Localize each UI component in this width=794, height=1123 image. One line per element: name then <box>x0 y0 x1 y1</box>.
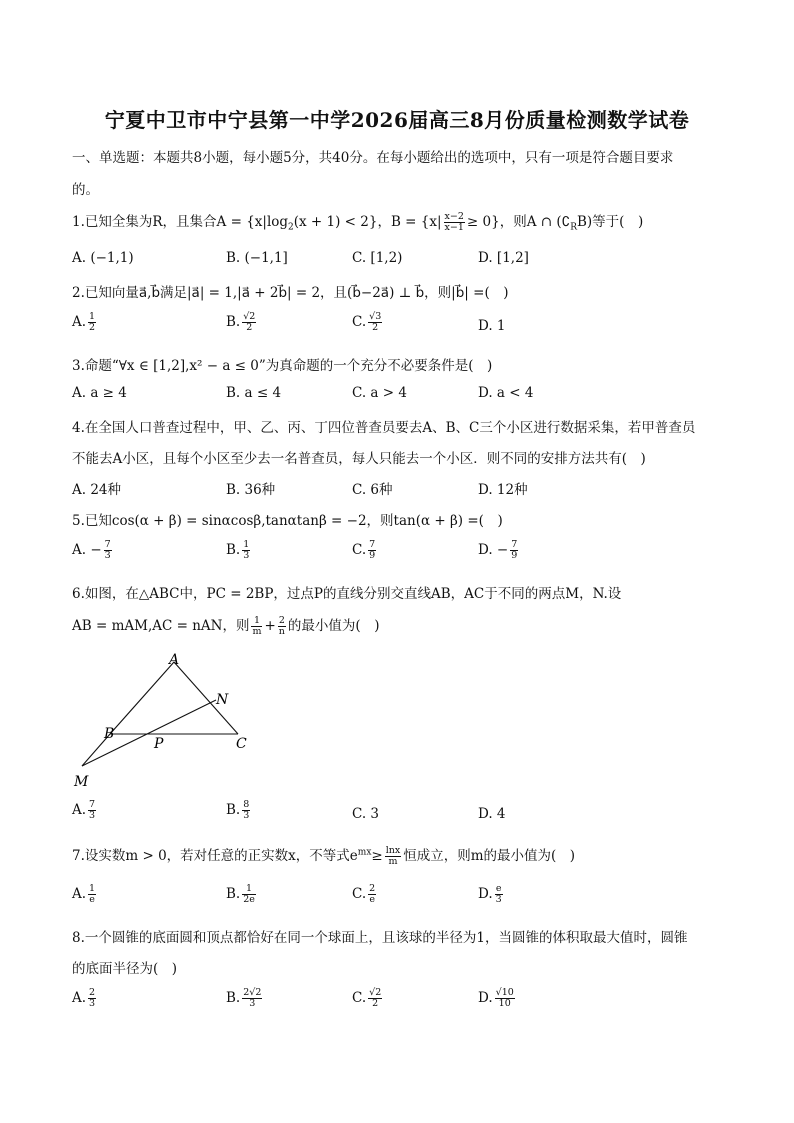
label-m: M <box>74 774 89 790</box>
q4-option-a[interactable]: A. 24种 <box>72 482 122 498</box>
page-title: 宁夏中卫市中宁县第一中学2026届高三8月份质量检测数学试卷 <box>104 108 690 132</box>
q6-option-a[interactable]: A. $\frac{7}{3}$ <box>72 799 96 821</box>
label-c: C <box>236 736 247 752</box>
q6-option-c[interactable]: C. 3 <box>352 806 380 822</box>
q2-option-b[interactable]: B. $\frac{√2}{2}$ <box>226 311 256 333</box>
q5-option-b[interactable]: B. $\frac{1}{3}$ <box>226 539 250 561</box>
q2-option-d[interactable]: D. 1 <box>478 318 506 334</box>
q4-option-c[interactable]: C. 6种 <box>352 482 393 498</box>
q4-option-d[interactable]: D. 12种 <box>478 482 528 498</box>
question-4-stem-cont: 不能去A小区，且每个小区至少去一名普查员，每人只能去一个小区．则不同的安排方法共有( ) <box>72 451 646 467</box>
question-6-stem: 6.如图，在△ABC中，PC = 2BP，过点P的直线分别交直线AB，AC于不同的两点M，N.设 <box>72 586 622 602</box>
q7-option-b[interactable]: B. $\frac{1}{2e}$ <box>226 883 255 905</box>
q5-option-c[interactable]: C. $\frac{7}{9}$ <box>352 539 376 561</box>
q8-option-d[interactable]: D. $\frac{√10}{10}$ <box>478 987 514 1009</box>
q5-option-a[interactable]: A. − $\frac{7}{3}$ <box>72 539 111 561</box>
section-instruction-cont: 的。 <box>72 182 99 198</box>
q1-option-c[interactable]: C. [1,2) <box>352 250 403 266</box>
q3-option-b[interactable]: B. a ≤ 4 <box>226 385 282 401</box>
question-5-stem: 5.已知cos(α + β) = sinαcosβ,tanαtanβ = −2，则tan(α + β) =( ) <box>72 513 503 529</box>
label-p: P <box>154 736 164 752</box>
question-8-stem-cont: 的底面半径为( ) <box>72 961 178 977</box>
q1-option-b[interactable]: B. (−1,1] <box>226 250 288 266</box>
q4-option-b[interactable]: B. 36种 <box>226 482 276 498</box>
q7-option-a[interactable]: A. $\frac{1}{e}$ <box>72 883 96 905</box>
q3-option-d[interactable]: D. a < 4 <box>478 385 534 401</box>
question-3-stem: 3.命题“∀x ∈ [1,2],x² − a ≤ 0”为真命题的一个充分不必要条件是( ) <box>72 358 493 374</box>
fraction: $\frac{x-2}{x-1}$ <box>444 211 464 233</box>
question-8-stem: 8.一个圆锥的底面圆和顶点都恰好在同一个球面上，且该球的半径为1，当圆锥的体积取最大值时，圆锥 <box>72 930 688 946</box>
q1-option-a[interactable]: A. (−1,1) <box>72 250 134 266</box>
triangle-diagram <box>66 648 266 794</box>
q8-option-b[interactable]: B. $\frac{2√2}{3}$ <box>226 987 262 1009</box>
q8-option-a[interactable]: A. $\frac{2}{3}$ <box>72 987 96 1009</box>
question-6-stem-cont: AB = mAM,AC = nAN，则 $\frac{1}{m}$ + $\frac{2}{n}$ 的最小值为( ) <box>72 615 380 637</box>
q2-option-a[interactable]: A. $\frac{1}{2}$ <box>72 311 96 333</box>
edge-ab <box>110 662 174 734</box>
q6-option-d[interactable]: D. 4 <box>478 806 506 822</box>
label-b: B <box>104 726 115 742</box>
q7-option-d[interactable]: D. $\frac{e}{3}$ <box>478 883 502 905</box>
q7-option-c[interactable]: C. $\frac{2}{e}$ <box>352 883 376 905</box>
label-n: N <box>216 692 229 708</box>
q1-option-d[interactable]: D. [1,2] <box>478 250 529 266</box>
edge-ac <box>174 662 238 734</box>
q3-option-c[interactable]: C. a > 4 <box>352 385 407 401</box>
label-a: A <box>169 652 180 668</box>
q8-option-c[interactable]: C. $\frac{√2}{2}$ <box>352 987 382 1009</box>
q6-option-b[interactable]: B. $\frac{8}{3}$ <box>226 799 250 821</box>
q3-option-a[interactable]: A. a ≥ 4 <box>72 385 127 401</box>
question-4-stem: 4.在全国人口普查过程中，甲、乙、丙、丁四位普查员要去A、B、C三个小区进行数据采集，若甲普查员 <box>72 420 696 436</box>
q5-option-d[interactable]: D. − $\frac{7}{9}$ <box>478 539 518 561</box>
question-2-stem: 2.已知向量a⃗,b⃗满足|a⃗| = 1,|a⃗ + 2b⃗| = 2，且(b⃗−2a⃗) ⊥ b⃗，则|b⃗| =( ) <box>72 285 509 301</box>
question-1-stem: 1.已知全集为R，且集合$A = \{x|\log_2(x + 1) < 2\}$，B = {x| $\frac{x-2}{x-1}$ ≥ 0}，则A ∩ $(∁_RB)$等于( ) <box>72 211 644 233</box>
question-7-stem: 7.设实数m > 0，若对任意的正实数x，不等式$e^{mx}\ge$ $\frac{\ln x}{m}$ 恒成立，则m的最小值为( ) <box>72 845 576 867</box>
line-mn <box>82 700 216 766</box>
section-instruction: 一、单选题：本题共8小题，每小题5分，共40分。在每小题给出的选项中，只有一项是符合题目要求 <box>72 150 674 166</box>
q2-option-c[interactable]: C. $\frac{√3}{2}$ <box>352 311 382 333</box>
